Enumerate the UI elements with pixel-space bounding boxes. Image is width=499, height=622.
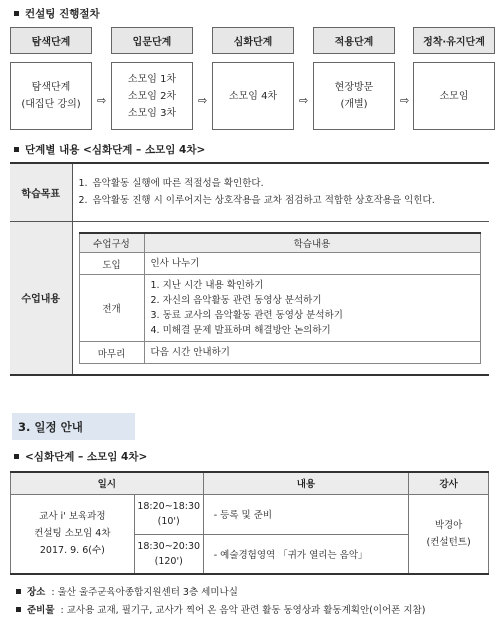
col-content-header: 학습내용 bbox=[144, 233, 480, 253]
goal-item bbox=[79, 192, 484, 209]
place-line bbox=[16, 584, 238, 598]
class-phase: 마무리 bbox=[79, 342, 144, 364]
class-content-item: 인사 나누기 bbox=[150, 258, 200, 269]
stage-detail bbox=[111, 62, 193, 130]
event-cell bbox=[11, 494, 135, 574]
stage-detail-line: 소모임 3차 bbox=[127, 107, 177, 119]
slot-content: - 예술경험영역 「귀가 열리는 음악」 bbox=[203, 534, 408, 574]
col-phase-header: 수업구성 bbox=[79, 233, 144, 253]
stage-detail-line: 소모임 2차 bbox=[127, 90, 177, 102]
schedule-subtitle: <심화단계 – 소모임 4차> bbox=[25, 451, 148, 463]
place-text: : 울산 울주군육아종합지원센터 3층 세미나실 bbox=[51, 587, 238, 598]
class-content-table bbox=[79, 232, 481, 365]
process-stage bbox=[111, 27, 193, 130]
event-line: 2017. 9. 6(수) bbox=[39, 545, 105, 557]
process-title: 컨설팅 진행절차 bbox=[25, 8, 100, 20]
goal-item bbox=[79, 175, 484, 192]
bullet-square-icon bbox=[14, 11, 19, 16]
flow-arrow-icon: ⇨ bbox=[97, 94, 107, 107]
goal-number: 2. bbox=[78, 195, 88, 207]
time-range: 18:20~18:30 bbox=[137, 501, 201, 512]
flow-arrow-icon: ⇨ bbox=[400, 94, 410, 107]
bullet-square-icon bbox=[14, 147, 19, 152]
stage-detail bbox=[313, 62, 395, 130]
schedule-table bbox=[10, 471, 489, 575]
stage-name: 적용단계 bbox=[313, 27, 395, 54]
class-label: 수업내용 bbox=[10, 221, 72, 375]
class-content-item: 1. 지난 시간 내용 확인하기 bbox=[150, 280, 264, 291]
instructor-cell bbox=[409, 494, 489, 574]
class-content bbox=[144, 275, 480, 342]
stage-name: 심화단계 bbox=[212, 27, 294, 54]
flow-arrow-icon: ⇨ bbox=[299, 94, 309, 107]
process-heading bbox=[14, 6, 100, 21]
stage-detail bbox=[212, 62, 294, 130]
class-row bbox=[79, 275, 480, 342]
stage-name: 탐색단계 bbox=[10, 27, 92, 54]
process-stage bbox=[212, 27, 294, 130]
stage-detail-line: 현장방문 bbox=[334, 82, 374, 93]
stage-detail-line: (개별) bbox=[340, 99, 368, 110]
detail-title: 단계별 내용 <심화단계 – 소모임 4차> bbox=[25, 144, 206, 156]
stage-detail-line: (대집단 강의) bbox=[21, 99, 81, 110]
class-content-item: 다음 시간 안내하기 bbox=[150, 347, 230, 358]
time-duration: (120') bbox=[154, 555, 183, 567]
class-phase: 전개 bbox=[79, 275, 144, 342]
class-content bbox=[144, 253, 480, 275]
event-line: 컨설팅 소모임 4차 bbox=[34, 528, 111, 540]
time-duration: (10') bbox=[157, 516, 180, 527]
prep-label: 준비물 bbox=[27, 605, 55, 616]
stage-detail bbox=[413, 62, 495, 130]
class-content-item: 4. 미해결 문제 발표하며 해결방안 논의하기 bbox=[150, 325, 331, 336]
col-instructor-header: 강사 bbox=[409, 472, 489, 494]
bullet-square-icon bbox=[16, 589, 21, 594]
instructor-name: 박경아 bbox=[434, 519, 463, 531]
class-content bbox=[144, 342, 480, 364]
col-content-header: 내용 bbox=[203, 472, 408, 494]
goal-text: 음악활동 실행에 따른 적절성을 확인한다. bbox=[92, 178, 264, 190]
stage-name: 정착·유지단계 bbox=[413, 27, 495, 54]
stage-detail bbox=[10, 62, 92, 130]
class-row bbox=[79, 253, 480, 275]
bullet-square-icon bbox=[16, 607, 21, 612]
class-content-item: 2. 자신의 음악활동 관련 동영상 분석하기 bbox=[150, 295, 322, 306]
detail-heading bbox=[14, 142, 205, 157]
schedule-subheading bbox=[14, 449, 147, 464]
detail-table bbox=[10, 162, 489, 376]
goal-text: 음악활동 진행 시 이루어지는 상호작용을 교차 점검하고 적합한 상호작용을 익힌다. bbox=[92, 195, 435, 207]
time-cell bbox=[134, 534, 203, 574]
event-line: 교사 i' 보육과정 bbox=[39, 511, 106, 523]
prep-line bbox=[16, 602, 425, 616]
class-phase: 도입 bbox=[79, 253, 144, 275]
time-range: 18:30~20:30 bbox=[137, 540, 201, 552]
col-date-header: 일시 bbox=[11, 472, 204, 494]
process-stage bbox=[10, 27, 92, 130]
place-label: 장소 bbox=[27, 587, 46, 598]
class-row bbox=[79, 342, 480, 364]
stage-detail-line: 소모임 bbox=[439, 90, 469, 102]
prep-text: : 교사용 교재, 필기구, 교사가 찍어 온 음악 관련 활동 동영상과 활동계획안(이어폰 지참) bbox=[60, 605, 426, 616]
schedule-heading: 3. 일정 안내 bbox=[12, 413, 135, 440]
process-stage bbox=[413, 27, 495, 130]
class-content-item: 3. 동료 교사의 음악활동 관련 동영상 분석하기 bbox=[150, 310, 343, 321]
stage-detail-line: 탐색단계 bbox=[31, 82, 71, 93]
goal-label: 학습목표 bbox=[10, 163, 72, 221]
goal-number: 1. bbox=[78, 178, 88, 190]
bullet-square-icon bbox=[14, 454, 19, 459]
stage-detail-line: 소모임 4차 bbox=[228, 90, 278, 102]
goal-cell bbox=[72, 163, 489, 221]
instructor-role: (컨설턴트) bbox=[426, 536, 471, 548]
class-cell bbox=[72, 221, 489, 375]
stage-name: 입문단계 bbox=[111, 27, 193, 54]
time-cell bbox=[134, 494, 203, 534]
stage-detail-line: 소모임 1차 bbox=[127, 73, 177, 85]
process-stage bbox=[313, 27, 395, 130]
flow-arrow-icon: ⇨ bbox=[198, 94, 208, 107]
slot-content: - 등록 및 준비 bbox=[203, 494, 408, 534]
